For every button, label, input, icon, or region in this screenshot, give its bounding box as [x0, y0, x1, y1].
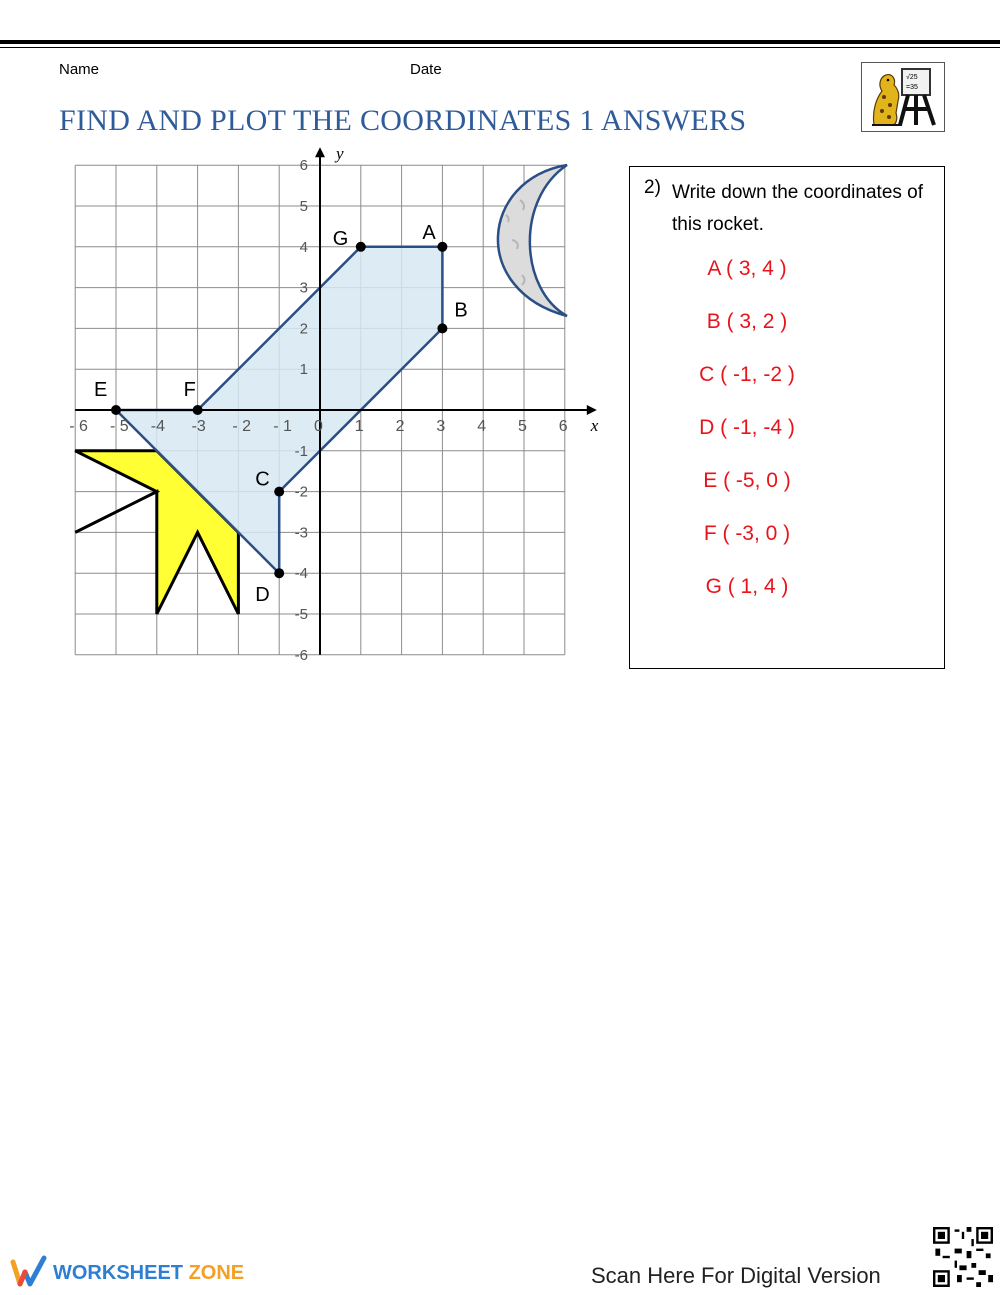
x-tick-label: 0	[314, 418, 323, 435]
answer-box	[629, 166, 945, 669]
worksheetzone-logo[interactable]	[10, 1254, 245, 1290]
y-tick-label: -2	[294, 483, 308, 501]
y-tick-label: 6	[299, 157, 308, 175]
point-a	[437, 242, 447, 252]
x-tick-label: 2	[395, 418, 405, 435]
y-tick-label: 4	[299, 238, 308, 256]
y-tick-label: -6	[294, 646, 308, 664]
x-tick-label: -4	[150, 418, 166, 435]
point-e	[111, 405, 121, 415]
y-tick-label: -4	[294, 565, 308, 583]
x-tick-label: - 6	[69, 418, 88, 435]
scan-text: Scan Here For Digital Version	[591, 1263, 881, 1288]
y-tick-label: -5	[294, 606, 308, 623]
y-tick-label: 3	[299, 279, 308, 297]
point-f	[193, 405, 203, 415]
point-b	[437, 323, 447, 333]
point-c	[274, 487, 284, 497]
y-axis-label: y	[336, 144, 344, 164]
page-title: FIND AND PLOT THE COORDINATES 1 ANSWERS	[59, 104, 747, 137]
x-tick-label: -3	[191, 418, 206, 435]
brand-part-1: WORKSHEET	[53, 1262, 183, 1284]
point-label-g: G	[332, 227, 349, 250]
x-tick-label: - 1	[273, 418, 292, 435]
answer-a: A ( 3, 4 )	[707, 257, 787, 280]
x-tick-label: 3	[436, 418, 446, 435]
y-axis-arrow	[315, 147, 325, 157]
x-tick-label: 6	[558, 418, 568, 435]
x-axis-arrow	[587, 405, 597, 415]
svg-text:√25: √25	[906, 74, 918, 81]
answer-e: E ( -5, 0 )	[703, 469, 791, 492]
answer-g: G ( 1, 4 )	[705, 575, 789, 598]
x-tick-label: 5	[518, 418, 527, 435]
x-tick-label: - 5	[110, 418, 129, 435]
question-text: Write down the coordinates of this rocket.	[672, 182, 924, 235]
point-label-b: B	[454, 299, 468, 322]
y-tick-label: 1	[299, 361, 308, 379]
x-tick-label: - 2	[232, 418, 252, 435]
point-label-f: F	[183, 379, 196, 401]
qr-code-icon[interactable]	[933, 1227, 993, 1287]
x-tick-label: 4	[477, 418, 487, 435]
point-g	[356, 242, 366, 252]
point-d	[274, 568, 284, 578]
x-axis-label: x	[590, 416, 599, 435]
worksheetzone-w-icon	[10, 1254, 50, 1290]
answer-f: F ( -3, 0 )	[703, 522, 791, 545]
answer-b: B ( 3, 2 )	[706, 310, 788, 333]
y-tick-label: -3	[294, 524, 308, 542]
brand-part-2: ZONE	[188, 1262, 245, 1284]
y-tick-label: 5	[299, 198, 308, 215]
x-tick-label: 1	[354, 418, 364, 435]
date-label: Date	[410, 61, 442, 78]
svg-text:=35: =35	[906, 84, 918, 91]
moon-shape	[498, 165, 567, 316]
answer-c: C ( -1, -2 )	[699, 363, 795, 386]
point-label-c: C	[255, 468, 270, 491]
question-number: 2)	[644, 177, 661, 198]
point-label-e: E	[94, 379, 108, 401]
name-label: Name	[59, 61, 100, 78]
y-tick-label: 2	[299, 320, 308, 338]
point-label-a: A	[422, 221, 436, 244]
answer-d: D ( -1, -4 )	[699, 416, 795, 439]
y-tick-label: -1	[294, 442, 308, 460]
brand-name	[53, 1262, 244, 1285]
point-label-d: D	[255, 584, 270, 607]
